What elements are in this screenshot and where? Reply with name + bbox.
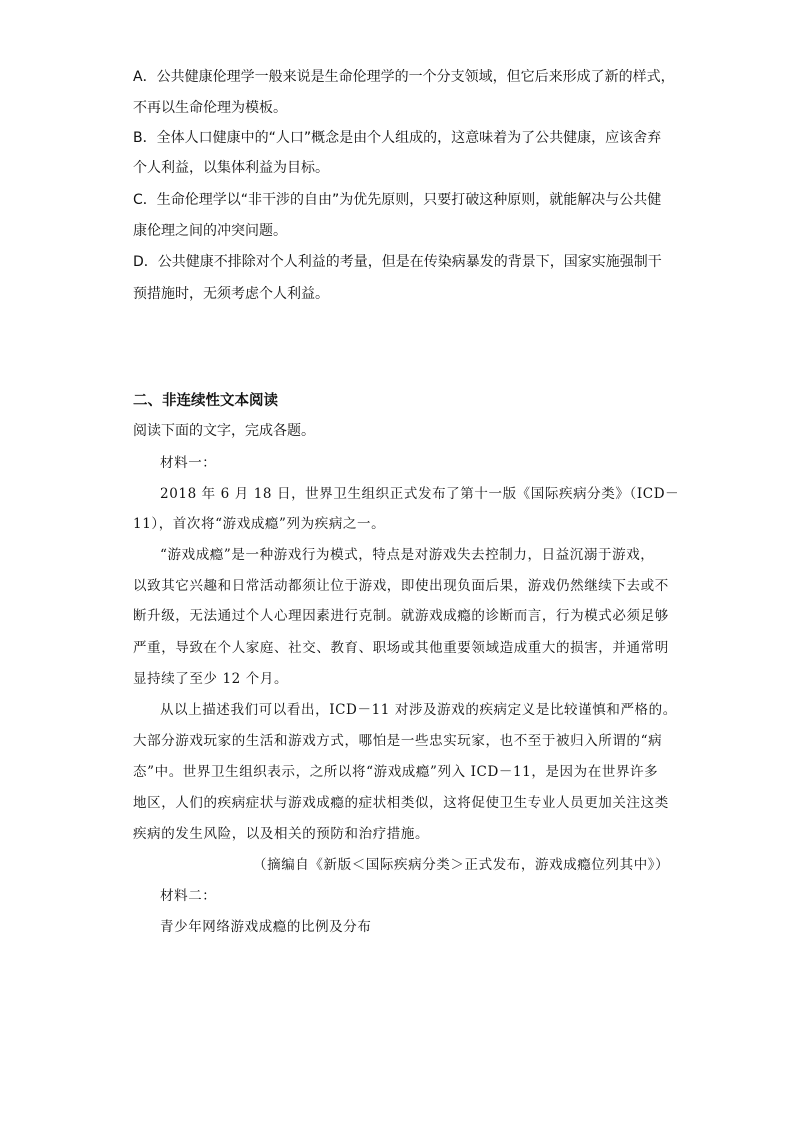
option-a-line-2: 不再以生命伦理为模板。 xyxy=(133,100,287,116)
material1-label: 材料一： xyxy=(160,455,217,471)
material1-source: （摘编自《新版＜国际疾病分类＞正式发布，游戏成瘾位列其中》） xyxy=(253,857,670,873)
section-title: 二、非连续性文本阅读 xyxy=(133,393,278,409)
material1-para1-line-2: 11），首次将“游戏成瘾”列为疾病之一。 xyxy=(133,516,386,532)
material1-para2-line-4: 严重，导致在个人家庭、社交、教育、职场或其他重要领域造成重大的损害，并通常明 xyxy=(133,640,669,656)
option-a-line-1: A．公共健康伦理学一般来说是生命伦理学的一个分支领域，但它后来形成了新的样式， xyxy=(133,69,675,85)
option-b-line-2: 个人利益，以集体利益为目标。 xyxy=(133,160,329,176)
material1-para2-line-1: “游戏成瘾”是一种游戏行为模式，特点是对游戏失去控制力，日益沉溺于游戏， xyxy=(160,547,655,563)
material2-caption: 青少年网络游戏成瘾的比例及分布 xyxy=(160,919,372,935)
material1-para2-line-3: 断升级，无法通过个人心理因素进行克制。就游戏成瘾的诊断而言，行为模式必须足够 xyxy=(133,608,669,624)
material2-label: 材料二： xyxy=(160,888,217,904)
section-instruction: 阅读下面的文字，完成各题。 xyxy=(133,423,315,439)
option-b-line-1: B．全体人口健康中的“人口”概念是由个人组成的，这意味着为了公共健康，应该舍弃 xyxy=(133,130,662,146)
material1-para3-line-3: 态”中。世界卫生组织表示，之所以将“游戏成瘾”列入 ICD－11，是因为在世界许多 xyxy=(133,764,659,780)
option-c-line-2: 康伦理之间的冲突问题。 xyxy=(133,223,287,239)
option-d-line-2: 预措施时，无须考虑个人利益。 xyxy=(133,286,329,302)
material1-para1-line-1: 2018 年 6 月 18 日，世界卫生组织正式发布了第十一版《国际疾病分类》（ICD－ xyxy=(160,486,680,502)
material1-para3-line-5: 疾病的发生风险，以及相关的预防和治疗措施。 xyxy=(133,826,430,842)
material1-para2-line-2: 以致其它兴趣和日常活动都须让位于游戏，即使出现负面后果，游戏仍然继续下去或不 xyxy=(133,578,669,594)
material1-para2-line-5: 显持续了至少 12 个月。 xyxy=(133,671,289,687)
material1-para3-line-1: 从以上描述我们可以看出，ICD－11 对涉及游戏的疾病定义是比较谨慎和严格的。 xyxy=(160,702,677,718)
material1-para3-line-4: 地区，人们的疾病症状与游戏成瘾的症状相类似，这将促使卫生专业人员更加关注这类 xyxy=(133,795,669,811)
option-c-line-1: C．生命伦理学以“非干涉的自由”为优先原则，只要打破这种原则，就能解决与公共健 xyxy=(133,192,662,208)
option-d-line-1: D．公共健康不排除对个人利益的考量，但是在传染病暴发的背景下，国家实施强制干 xyxy=(133,254,662,270)
material1-para3-line-2: 大部分游戏玩家的生活和游戏方式，哪怕是一些忠实玩家，也不至于被归入所谓的“病 xyxy=(133,733,663,749)
